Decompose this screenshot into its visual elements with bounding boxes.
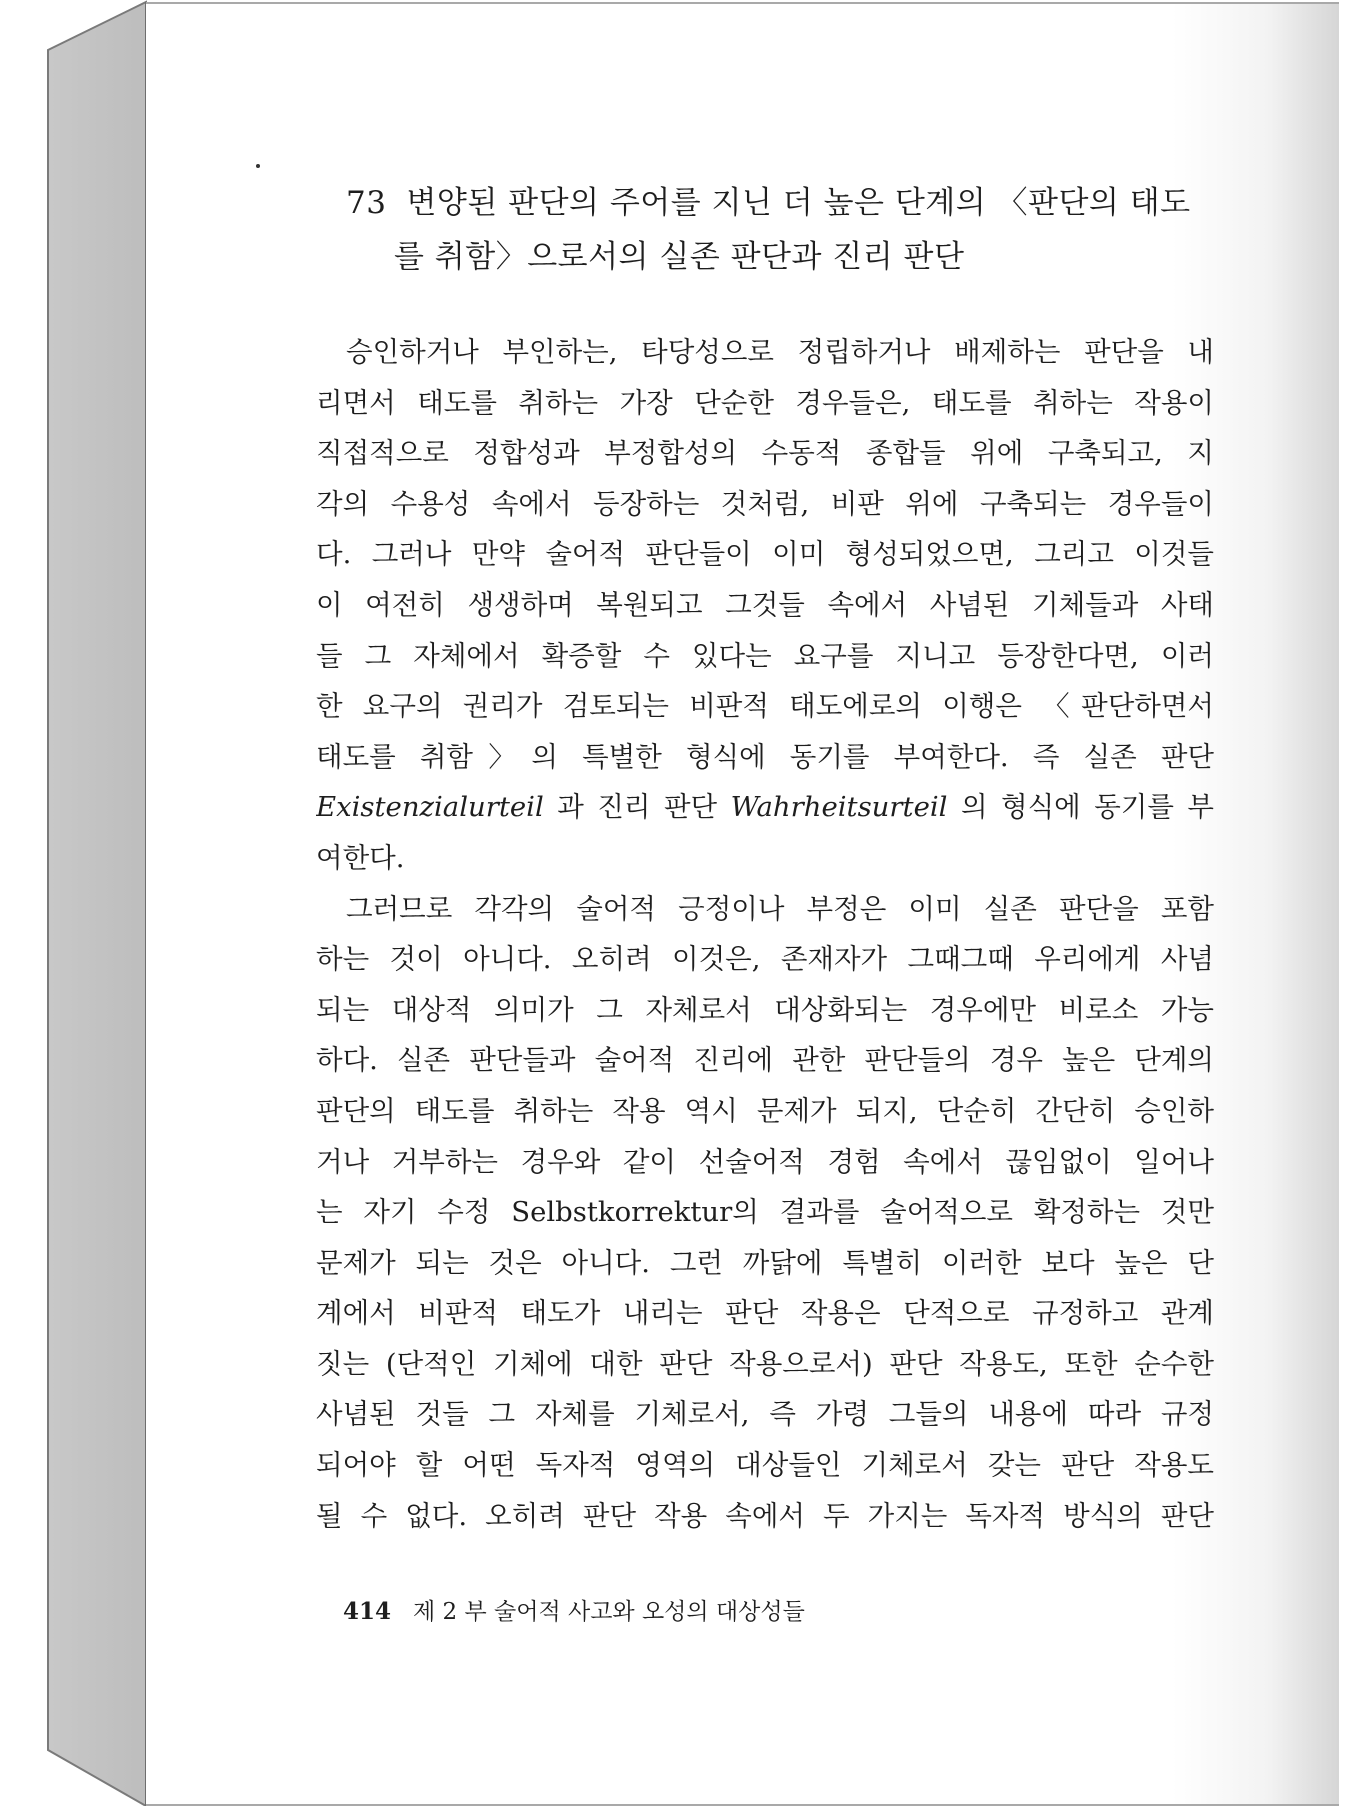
text-fragment: 의 형식에 동기를 부 [960, 791, 1214, 824]
text-line: 그러므로 각각의 술어적 긍정이나 부정은 이미 실존 판단을 포함 [346, 892, 1214, 925]
text-line: 리면서 태도를 취하는 가장 단순한 경우들은, 태도를 취하는 작용이 [316, 386, 1214, 419]
text-line: 직접적으로 정합성과 부정합성의 수동적 종합들 위에 구축되고, 지 [316, 437, 1214, 470]
section-title-line-2: 를 취함〉으로서의 실존 판단과 진리 판단 [394, 239, 965, 275]
page-number: 414 [343, 1598, 392, 1625]
text-line: 짓는 (단적인 기체에 대한 판단 작용으로서) 판단 작용도, 또한 순수한 [316, 1347, 1214, 1380]
german-term-existenzialurteil: Existenzialurteil [316, 791, 544, 824]
text-line: 하다. 실존 판단들과 술어적 진리에 관한 판단들의 경우 높은 단계의 [316, 1044, 1214, 1077]
section-heading [346, 176, 1216, 284]
text-line: 거나 거부하는 경우와 같이 선술어적 경험 속에서 끊임없이 일어나 [316, 1145, 1214, 1178]
text-line: 계에서 비판적 태도가 내리는 판단 작용은 단적으로 규정하고 관계 [316, 1297, 1214, 1330]
text-line: 될 수 없다. 오히려 판단 작용 속에서 두 가지는 독자적 방식의 판단 [316, 1499, 1214, 1532]
text-line: 하는 것이 아니다. 오히려 이것은, 존재자가 그때그때 우리에게 사념 [316, 943, 1214, 976]
text-line: 한 요구의 권리가 검토되는 비판적 태도에로의 이행은 〈판단하면서 [316, 690, 1214, 723]
body-text [316, 327, 1214, 1541]
text-line: 들 그 자체에서 확증할 수 있다는 요구를 지니고 등장한다면, 이러 [316, 639, 1214, 672]
text-line: 다. 그러나 만약 술어적 판단들이 이미 형성되었으면, 그리고 이것들 [316, 538, 1214, 571]
text-line: 되어야 할 어떤 독자적 영역의 대상들인 기체로서 갖는 판단 작용도 [316, 1449, 1214, 1482]
text-fragment: 과 진리 판단 [557, 791, 718, 824]
section-number: 73 [346, 185, 387, 221]
text-line [316, 782, 1214, 833]
text-line: 여한다. [316, 841, 405, 874]
text-line: 사념된 것들 그 자체를 기체로서, 즉 가령 그들의 내용에 따라 규정 [316, 1398, 1214, 1431]
text-line: 문제가 되는 것은 아니다. 그런 까닭에 특별히 이러한 보다 높은 단 [316, 1246, 1214, 1279]
text-line: 되는 대상적 의미가 그 자체로서 대상화되는 경우에만 비로소 가능 [316, 993, 1214, 1026]
section-title-line-1: 변양된 판단의 주어를 지닌 더 높은 단계의 〈판단의 태도 [406, 185, 1191, 221]
paragraph-2 [316, 884, 1214, 1542]
german-term-wahrheitsurteil: Wahrheitsurteil [730, 791, 948, 824]
text-line: 각의 수용성 속에서 등장하는 것처럼, 비판 위에 구축되는 경우들이 [316, 487, 1214, 520]
text-line: 승인하거나 부인하는, 타당성으로 정립하거나 배제하는 판단을 내 [346, 336, 1214, 368]
text-line: 는 자기 수정 Selbstkorrektur의 결과를 술어적으로 확정하는 것만 [316, 1196, 1214, 1229]
text-line: 이 여전히 생생하며 복원되고 그것들 속에서 사념된 기체들과 사태 [316, 588, 1214, 621]
page-footer [343, 1597, 805, 1627]
running-head: 제 2 부 술어적 사고와 오성의 대상성들 [413, 1599, 805, 1625]
text-line: 판단의 태도를 취하는 작용 역시 문제가 되지, 단순히 간단히 승인하 [316, 1094, 1214, 1127]
stray-mark [256, 164, 260, 168]
paragraph-1 [316, 327, 1214, 884]
text-line: 태도를 취함〉의 특별한 형식에 동기를 부여한다. 즉 실존 판단 [316, 740, 1214, 773]
